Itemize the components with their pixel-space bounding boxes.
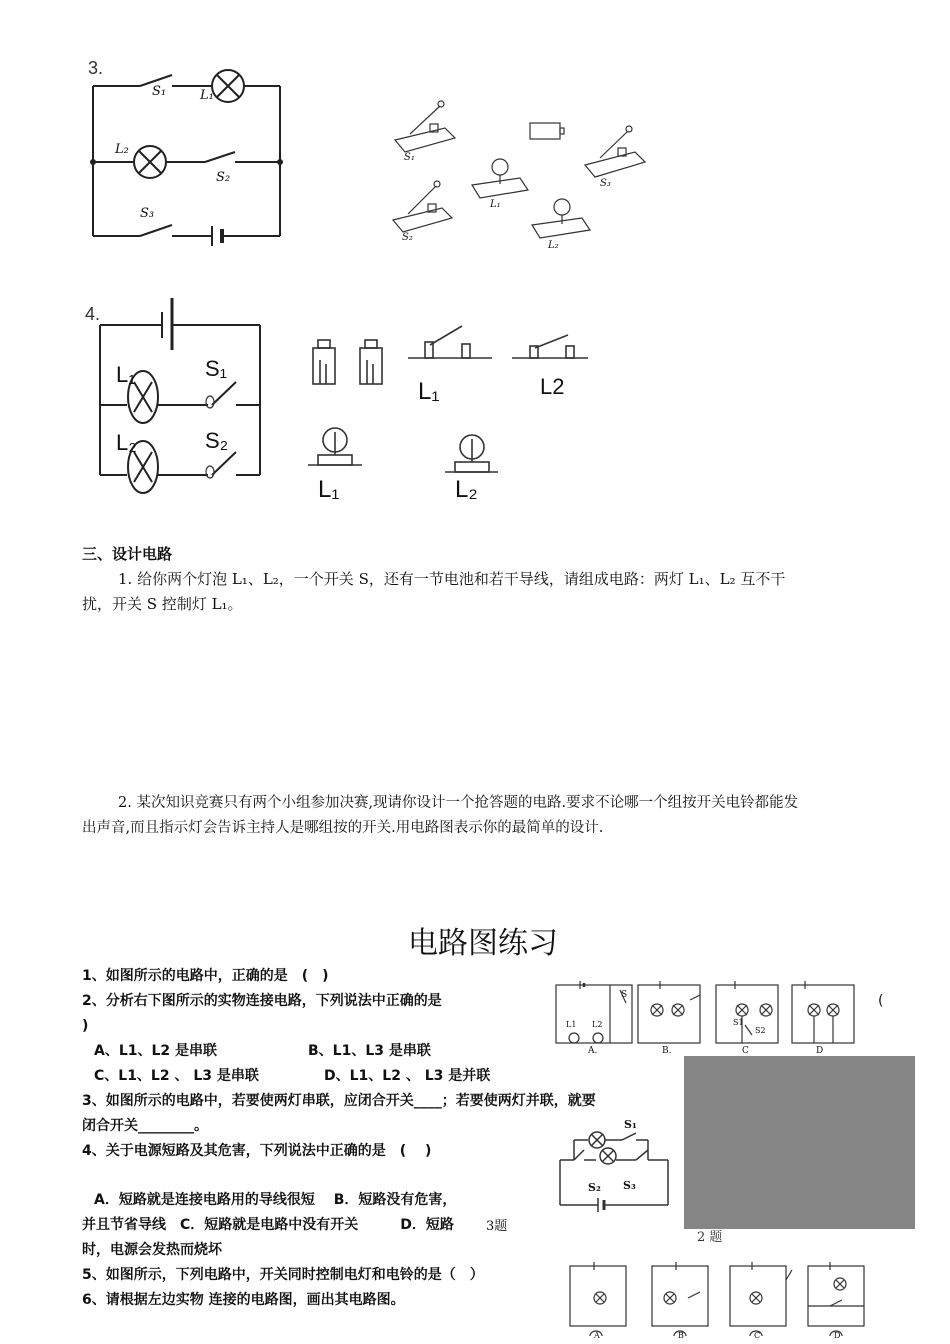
practice-q3-line2: 闭合开关________。	[82, 1118, 208, 1134]
practice-q2-option-c: C、L1、L2 、 L3 是串联	[94, 1068, 259, 1084]
fig4-label-s1: S₁	[205, 356, 228, 381]
fig3-label-s2: S₂	[216, 170, 231, 185]
section-3-q1-line2: 扰，开关 S 控制灯 L₁。	[82, 595, 243, 613]
practice-q2-line2: )	[82, 1018, 89, 1034]
practice-q2-option-b: B、L1、L3 是串联	[308, 1043, 431, 1059]
practice-q2-option-d: D、L1、L2 、 L3 是并联	[324, 1068, 491, 1084]
q1-fig-label-s1: S1	[733, 1018, 744, 1027]
fig4-phys-bulb1-label: L₁	[318, 476, 340, 503]
practice-q6: 6、请根据左边实物 连接的电路图，画出其电路图。	[82, 1292, 405, 1308]
figure-4-number: 4.	[85, 304, 101, 324]
practice-q2-paren: (	[878, 993, 884, 1009]
practice-q4-line3: 并且节省导线 C．短路就是电路中没有开关 D．短路	[82, 1217, 454, 1233]
q1-fig-label-c: C	[742, 1046, 749, 1056]
q5-fig-label-a: A	[594, 1331, 600, 1340]
practice-q4-line4: 时，电源会发热而烧坏	[82, 1242, 222, 1258]
section-3-q1-line1: 1. 给你两个灯泡 L₁、L₂，一个开关 S，还有一节电池和若干导线，请组成电路：两灯 L₁、L₂ 互不干	[118, 570, 786, 588]
section-3-heading: 三、设计电路	[82, 545, 173, 563]
practice-q5: 5、如图所示，下列电路中，开关同时控制电灯和电铃的是（ ）	[82, 1267, 484, 1283]
practice-title: 电路图练习	[408, 926, 558, 961]
section-3-q2-line2: 出声音,而且指示灯会告诉主持人是哪组按的开关.用电路图表示你的最简单的设计.	[82, 820, 604, 836]
practice-q2-option-a: A、L1、L2 是串联	[94, 1043, 218, 1059]
fig3-label-s3: S₃	[140, 206, 155, 221]
q1-fig-label-l1: L1	[566, 1020, 577, 1029]
fig3-phys-s3: S₃	[600, 178, 611, 189]
fig4-label-s2: S₂	[205, 428, 229, 453]
fig4-phys-switch1-label: L₁	[418, 378, 440, 405]
fig3-phys-l2: L₂	[548, 240, 559, 251]
fig3-phys-s2: S₂	[402, 232, 413, 243]
q1-fig-label-l2: L2	[592, 1020, 603, 1029]
fig3-label-s1: S₁	[152, 84, 167, 99]
figure-3-number: 3.	[88, 58, 104, 78]
q1-fig-label-d: D	[816, 1046, 824, 1056]
section-3-q2-line1: 2. 某次知识竞赛只有两个小组参加决赛,现请你设计一个抢答题的电路.要求不论哪一个组按开关电铃都能发	[118, 795, 799, 811]
practice-q2-line1: 2、分析右下图所示的实物连接电路，下列说法中正确的是	[82, 993, 442, 1009]
practice-q1: 1、如图所示的电路中，正确的是 ( )	[82, 968, 329, 984]
fig4-phys-bulb2-label: L₂	[455, 476, 478, 503]
fig3-label-l2: L₂	[115, 142, 129, 157]
q3-fig-caption: 3题	[486, 1219, 508, 1234]
practice-q4-line1: 4、关于电源短路及其危害，下列说法中正确的是 ( )	[82, 1143, 432, 1159]
fig3-phys-l1: L₁	[490, 199, 501, 210]
fig4-phys-switch2-label: L2	[540, 374, 565, 399]
q1-fig-label-b: B.	[662, 1046, 672, 1056]
fig4-label-l2: L₂	[116, 430, 137, 455]
q3-fig-label-s2: S₂	[588, 1181, 601, 1194]
q3-fig-label-s3: S₃	[623, 1179, 636, 1192]
q1-fig-label-s: S	[621, 990, 628, 1000]
q1-fig-label-a: A.	[588, 1046, 598, 1056]
fig4-label-l1: L₁	[116, 362, 136, 387]
fig3-label-l1: L₁	[200, 88, 214, 103]
practice-q4-line2: A．短路就是连接电路用的导线很短 B．短路没有危害，	[94, 1192, 457, 1208]
q1-fig-label-s2: S2	[755, 1026, 766, 1035]
q3-fig-label-s1: S₁	[624, 1118, 637, 1131]
q5-fig-label-d: D	[834, 1331, 841, 1340]
fig3-phys-s1: S₁	[404, 152, 415, 163]
q5-fig-label-b: B	[678, 1331, 684, 1340]
practice-q3-line1: 3、如图所示的电路中，若要使两灯串联，应闭合开关____；若要使两灯并联，就要	[82, 1093, 596, 1109]
q2-figure-caption: 2 题	[697, 1230, 723, 1245]
q5-fig-label-c: C	[754, 1331, 761, 1340]
